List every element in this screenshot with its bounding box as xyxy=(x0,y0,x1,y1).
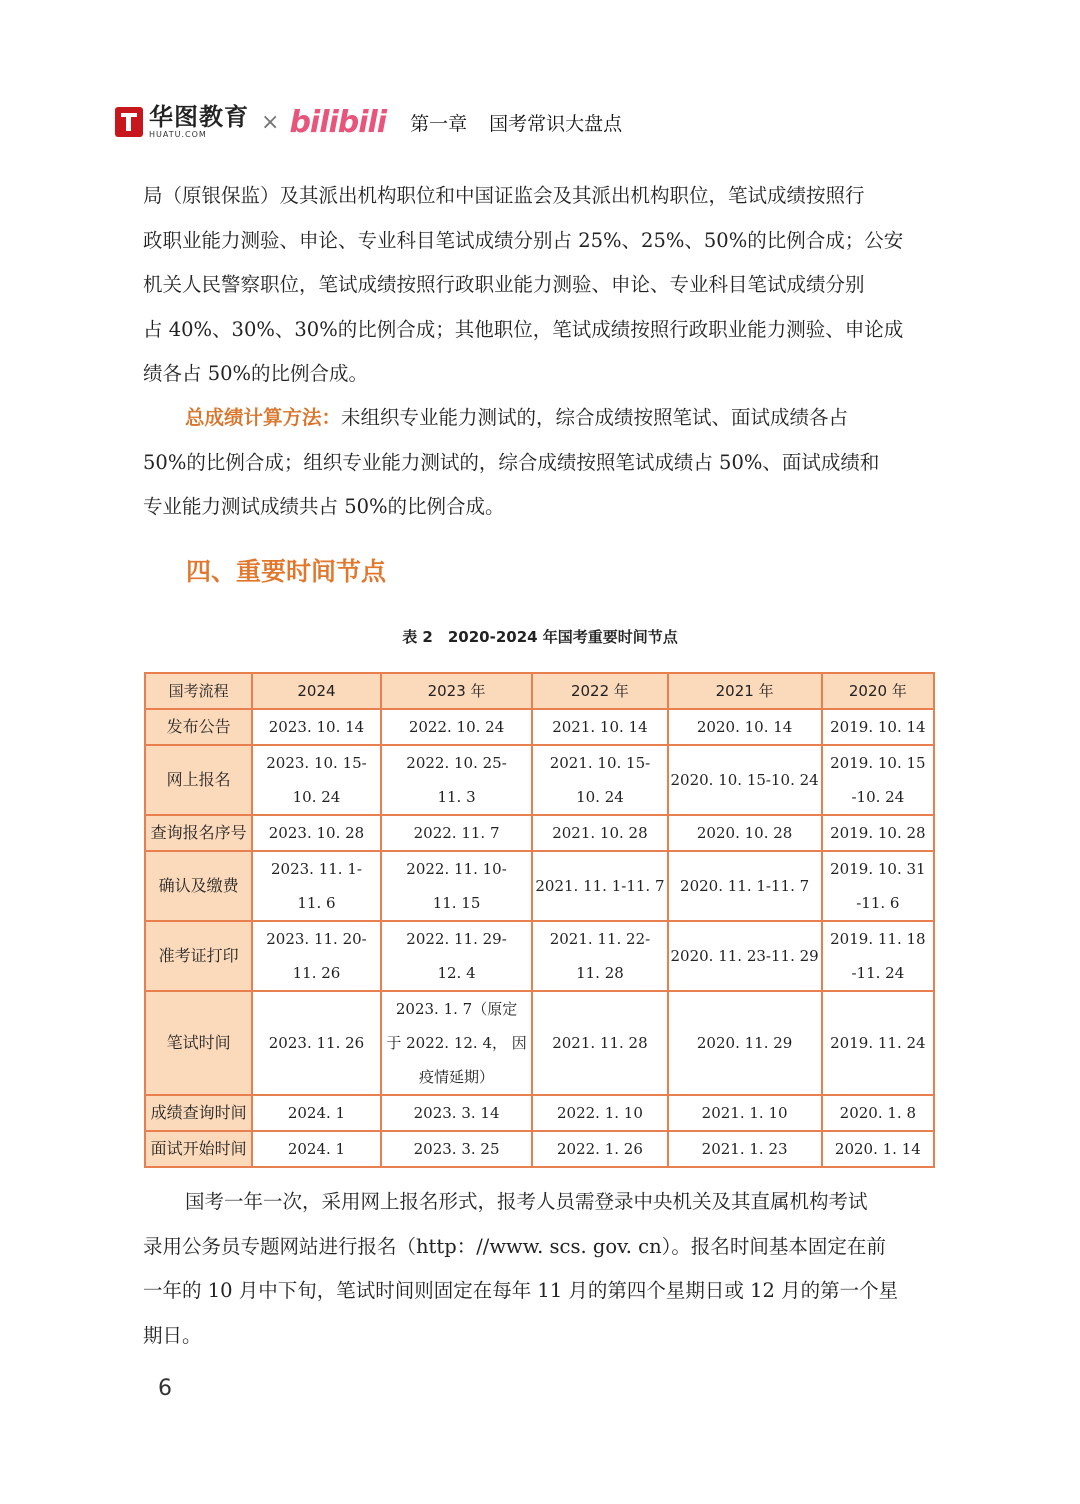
cell-line: 2021. 11. 1-11. 7 xyxy=(535,877,665,895)
cell-line: 2022. 11. 10- xyxy=(406,860,507,878)
cell-line: 2023. 11. 26 xyxy=(268,1034,365,1052)
row-label: 笔试时间 xyxy=(145,991,252,1095)
row-label: 面试开始时间 xyxy=(145,1131,252,1167)
cell-line: 2019. 11. 24 xyxy=(830,1034,926,1052)
row-label: 准考证打印 xyxy=(145,921,252,991)
cell-line: 2020. 1. 8 xyxy=(839,1104,917,1122)
text-line: 国考一年一次，采用网上报名形式，报考人员需登录中央机关及其直属机构考试 xyxy=(185,1190,868,1213)
logo-name: 华图教育 xyxy=(149,103,249,131)
table-cell xyxy=(822,1131,934,1167)
table-cell xyxy=(532,1095,667,1131)
row-label: 发布公告 xyxy=(145,709,252,745)
table-cell xyxy=(668,1131,822,1167)
cell-line: 2023. 10. 14 xyxy=(268,718,365,736)
cell-line: 2021. 11. 28 xyxy=(552,1034,648,1052)
text-line: 局（原银保监）及其派出机构职位和中国证监会及其派出机构职位，笔试成绩按照行 xyxy=(143,184,865,207)
section-title: 四、重要时间节点 xyxy=(186,557,387,586)
table-cell xyxy=(532,851,667,921)
paragraph-written-score xyxy=(143,174,935,397)
table-cell xyxy=(252,815,381,851)
chapter-number: 第一章 xyxy=(410,112,468,135)
cell-line: 2019. 10. 14 xyxy=(830,718,926,736)
text-line: 政职业能力测验、申论、专业科目笔试成绩分别占 25%、25%、50%的比例合成；公安 xyxy=(143,228,904,252)
cell-line: 于 2022. 12. 4， 因 xyxy=(386,1034,527,1052)
table-cell xyxy=(668,815,822,851)
bilibili-logo: bilibili xyxy=(289,104,387,140)
table-cell xyxy=(252,921,381,991)
page-number: 6 xyxy=(158,1376,172,1401)
table-row xyxy=(145,815,934,851)
table-header-row xyxy=(145,673,934,709)
cell-line: 2024. 1 xyxy=(287,1104,346,1122)
cell-line: 2019. 11. 18 xyxy=(830,930,926,948)
cell-line: -11. 24 xyxy=(851,964,905,982)
table-cell xyxy=(668,1095,822,1131)
table-cell xyxy=(381,921,533,991)
table-caption: 表 2 2020-2024 年国考重要时间节点 xyxy=(402,628,678,646)
table-cell xyxy=(381,745,533,815)
header-cell: 国考流程 xyxy=(145,673,252,709)
paragraph-registration xyxy=(143,1180,935,1358)
cell-line: 2023. 3. 14 xyxy=(413,1104,500,1122)
table-row xyxy=(145,1095,934,1131)
cell-line: 2021. 1. 23 xyxy=(701,1140,788,1158)
cell-line: 2023. 3. 25 xyxy=(413,1140,500,1158)
cell-line: 2022. 1. 10 xyxy=(556,1104,643,1122)
chapter-title: 国考常识大盘点 xyxy=(489,112,623,135)
cell-line: 12. 4 xyxy=(437,964,476,982)
paragraph-total-score xyxy=(143,396,935,530)
cell-line: 2019. 10. 31 xyxy=(830,860,926,878)
cell-line: 2022. 1. 26 xyxy=(556,1140,643,1158)
table-cell xyxy=(252,1131,381,1167)
text-line: 一年的 10 月中下旬，笔试时间则固定在每年 11 月的第四个星期日或 12 月的第一个星 xyxy=(143,1279,899,1302)
text-line: 机关人民警察职位，笔试成绩按照行政职业能力测验、申论、专业科目笔试成绩分别 xyxy=(143,273,865,296)
highlight-label: 总成绩计算方法： xyxy=(185,406,342,429)
table-cell xyxy=(668,851,822,921)
table-cell xyxy=(822,745,934,815)
table-cell xyxy=(668,745,822,815)
row-label: 确认及缴费 xyxy=(145,851,252,921)
table-cell xyxy=(532,921,667,991)
cell-line: 2020. 10. 28 xyxy=(696,824,793,842)
table-row xyxy=(145,921,934,991)
cell-line: 2024. 1 xyxy=(287,1140,346,1158)
header-cell: 2023 年 xyxy=(381,673,533,709)
cell-line: 疫情延期） xyxy=(419,1068,495,1086)
table-cell xyxy=(822,851,934,921)
cell-line: 11. 6 xyxy=(297,894,336,912)
table-cell xyxy=(822,709,934,745)
table-cell xyxy=(532,815,667,851)
text-line: 占 40%、30%、30%的比例合成；其他职位，笔试成绩按照行政职业能力测验、申论成 xyxy=(143,317,904,341)
cell-line: 2023. 11. 20- xyxy=(266,930,367,948)
table-cell xyxy=(532,709,667,745)
table-row xyxy=(145,709,934,745)
cell-line: 2022. 11. 29- xyxy=(406,930,507,948)
table-cell xyxy=(668,921,822,991)
huatu-logo-icon xyxy=(115,107,143,137)
table-row xyxy=(145,991,934,1095)
text-line: 50%的比例合成；组织专业能力测试的，综合成绩按照笔试成绩占 50%、面试成绩和 xyxy=(143,450,880,474)
table-row xyxy=(145,745,934,815)
table-cell xyxy=(822,1095,934,1131)
table-body xyxy=(145,709,934,1167)
cell-line: 2023. 11. 1- xyxy=(271,860,362,878)
cell-line: 10. 24 xyxy=(576,788,624,806)
header-cell: 2022 年 xyxy=(532,673,667,709)
cell-line: 10. 24 xyxy=(292,788,341,806)
table-cell xyxy=(381,1095,533,1131)
table-cell xyxy=(381,1131,533,1167)
table-cell xyxy=(381,709,533,745)
cell-line: 2022. 10. 25- xyxy=(406,754,507,772)
cell-line: 2022. 10. 24 xyxy=(408,718,505,736)
cell-line: -11. 6 xyxy=(856,894,900,912)
table-cell xyxy=(532,1131,667,1167)
row-label: 成绩查询时间 xyxy=(145,1095,252,1131)
text-line: 专业能力测试成绩共占 50%的比例合成。 xyxy=(143,495,505,518)
header-cell: 2020 年 xyxy=(822,673,934,709)
cell-line: 11. 15 xyxy=(432,894,481,912)
table-cell xyxy=(668,991,822,1095)
cell-line: 2021. 10. 28 xyxy=(552,824,648,842)
cell-line: 2019. 10. 15 xyxy=(830,754,926,772)
cell-line: 11. 3 xyxy=(437,788,476,806)
cell-line: 2021. 10. 14 xyxy=(552,718,648,736)
table-row xyxy=(145,851,934,921)
row-label: 网上报名 xyxy=(145,745,252,815)
table-cell xyxy=(822,921,934,991)
cell-line: 2020. 11. 23-11. 29 xyxy=(670,947,819,965)
table-cell xyxy=(822,991,934,1095)
cell-line: 2023. 10. 28 xyxy=(268,824,365,842)
page-header xyxy=(115,104,622,140)
table-cell xyxy=(252,745,381,815)
table-cell xyxy=(252,851,381,921)
cell-line: 2020. 1. 14 xyxy=(834,1140,921,1158)
cell-line: 11. 28 xyxy=(576,964,624,982)
times-sign: × xyxy=(261,109,280,135)
table-cell xyxy=(252,1095,381,1131)
cell-line: -10. 24 xyxy=(851,788,905,806)
text-line: 录用公务员专题网站进行报名（http：//www. scs. gov. cn）。报名时间基本固定在前 xyxy=(143,1234,886,1258)
cell-line: 2022. 11. 7 xyxy=(413,824,500,842)
cell-line: 2023. 1. 7（原定 xyxy=(395,1000,518,1018)
cell-line: 2023. 10. 15- xyxy=(266,754,367,772)
logo-sub: HUATU.COM xyxy=(149,130,207,139)
table-cell xyxy=(532,991,667,1095)
table-cell xyxy=(668,709,822,745)
header-cell: 2021 年 xyxy=(668,673,822,709)
timeline-table xyxy=(144,672,935,1168)
cell-line: 2021. 1. 10 xyxy=(701,1104,788,1122)
cell-line: 2021. 10. 15- xyxy=(549,754,651,772)
table-cell xyxy=(252,709,381,745)
table-cell xyxy=(252,991,381,1095)
cell-line: 11. 26 xyxy=(292,964,341,982)
table-row xyxy=(145,1131,934,1167)
cell-line: 2020. 10. 14 xyxy=(696,718,793,736)
cell-line: 2020. 10. 15-10. 24 xyxy=(670,771,819,789)
table-cell xyxy=(381,815,533,851)
text-line: 期日。 xyxy=(143,1323,202,1347)
row-label: 查询报名序号 xyxy=(145,815,252,851)
text-line: 绩各占 50%的比例合成。 xyxy=(143,362,369,385)
text-fragment: 未组织专业能力测试的，综合成绩按照笔试、面试成绩各占 xyxy=(341,406,849,429)
table-cell xyxy=(381,991,533,1095)
header-cell: 2024 xyxy=(252,673,381,709)
table-cell xyxy=(532,745,667,815)
table-cell xyxy=(822,815,934,851)
huatu-logo xyxy=(149,105,249,139)
table-cell xyxy=(381,851,533,921)
cell-line: 2021. 11. 22- xyxy=(549,930,651,948)
cell-line: 2020. 11. 1-11. 7 xyxy=(680,877,810,895)
cell-line: 2019. 10. 28 xyxy=(830,824,926,842)
cell-line: 2020. 11. 29 xyxy=(696,1034,793,1052)
text-line xyxy=(143,396,935,441)
